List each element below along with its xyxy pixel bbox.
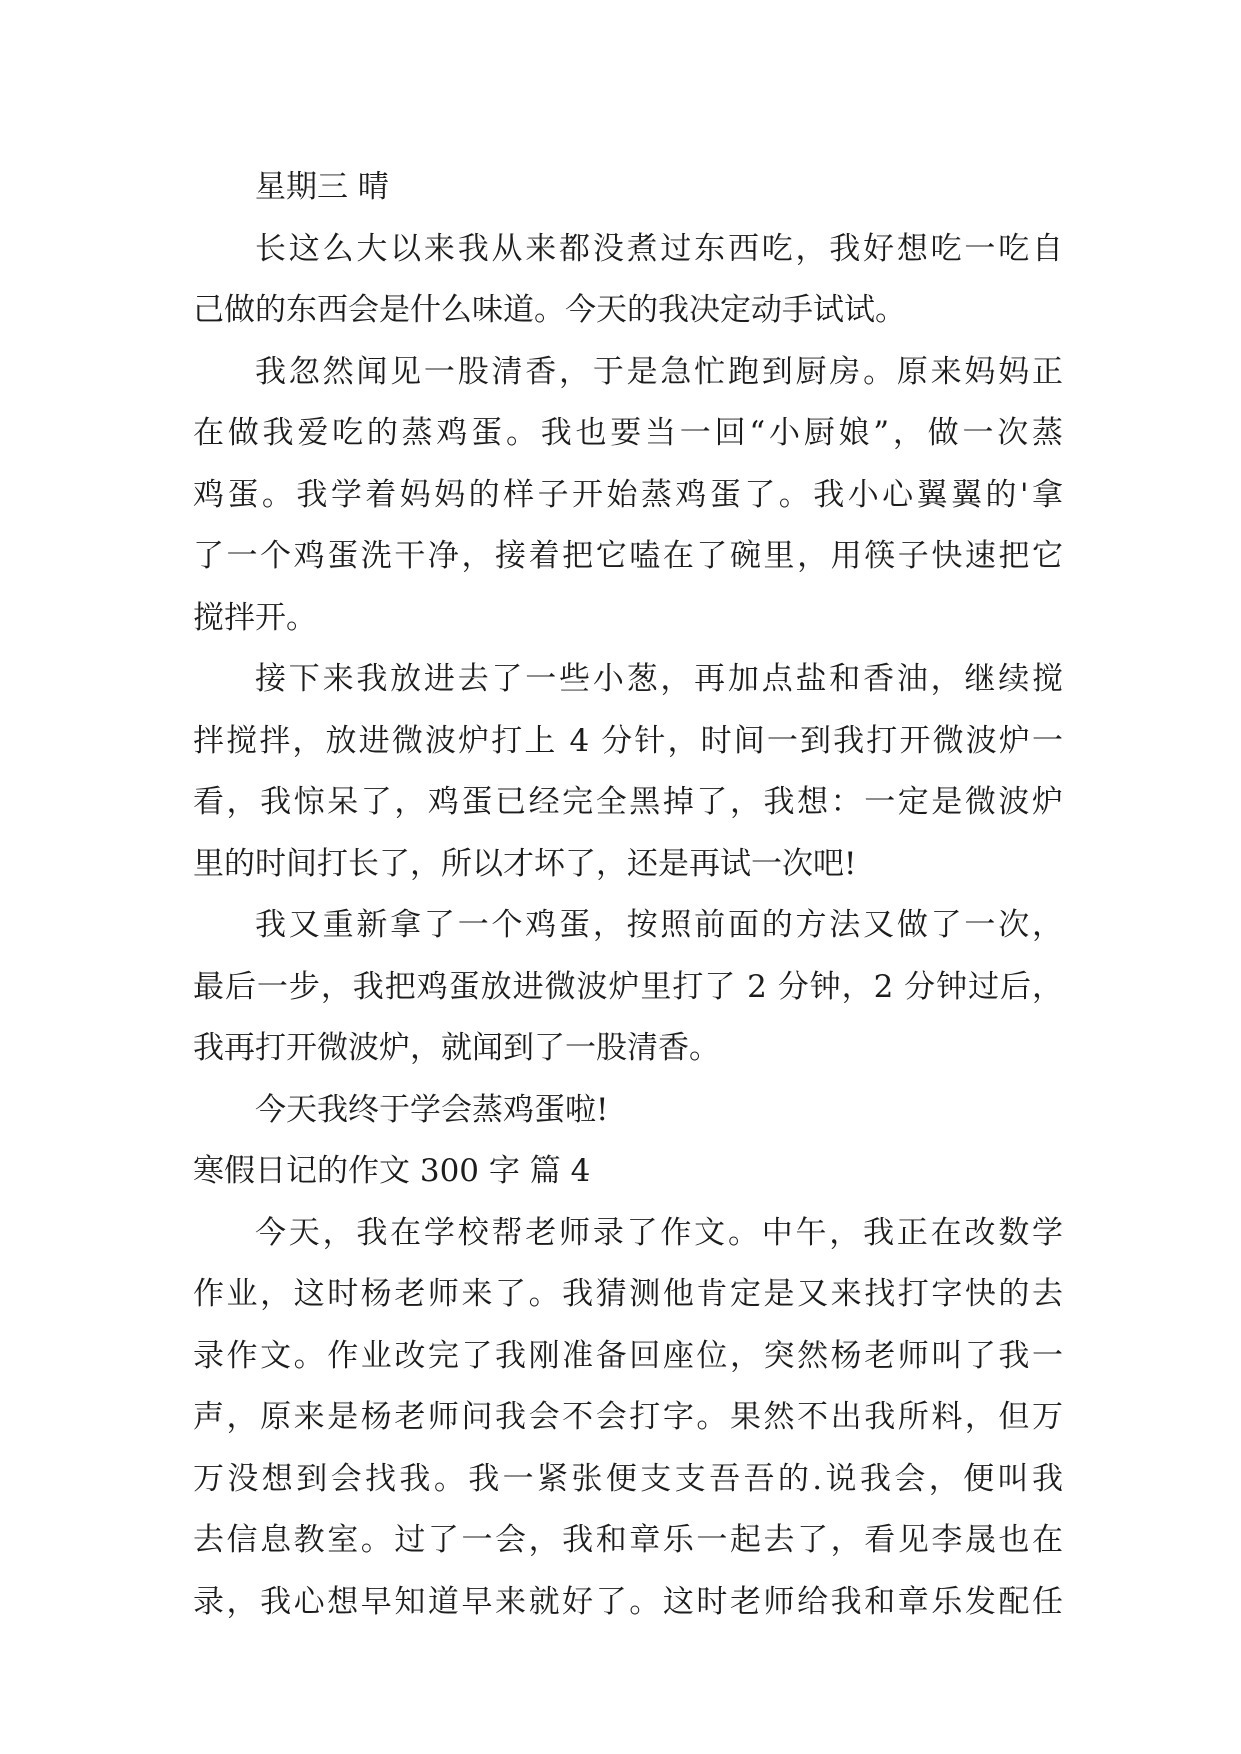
section-heading: 寒假日记的作文 300 字 篇 4	[193, 1153, 591, 1189]
paragraph-line: 声，原来是杨老师问我会不会打字。果然不出我所料，但万	[193, 1399, 1063, 1435]
paragraph-line: 我又重新拿了一个鸡蛋，按照前面的方法又做了一次，	[255, 907, 1063, 943]
paragraph-line: 里的时间打长了，所以才坏了，还是再试一次吧!	[193, 845, 857, 882]
paragraph-line: 我再打开微波炉，就闻到了一股清香。	[193, 1030, 720, 1066]
paragraph-line: 录，我心想早知道早来就好了。这时老师给我和章乐发配任	[193, 1583, 1063, 1620]
paragraph-line: 看，我惊呆了，鸡蛋已经完全黑掉了，我想：一定是微波炉	[193, 784, 1063, 820]
paragraph-line: 在做我爱吃的蒸鸡蛋。我也要当一回“小厨娘”，做一次蒸	[193, 415, 1063, 451]
paragraph-line: 鸡蛋。我学着妈妈的样子开始蒸鸡蛋了。我小心翼翼的'拿	[193, 476, 1063, 513]
paragraph-line: 己做的东西会是什么味道。今天的我决定动手试试。	[193, 292, 906, 328]
paragraph-line: 我忽然闻见一股清香，于是急忙跑到厨房。原来妈妈正	[255, 353, 1063, 390]
document-body	[193, 157, 1063, 1633]
paragraph-line: 录作文。作业改完了我刚准备回座位，突然杨老师叫了我一	[193, 1337, 1063, 1374]
paragraph-line: 去信息教室。过了一会，我和章乐一起去了，看见李晟也在	[193, 1522, 1063, 1558]
paragraph-line: 接下来我放进去了一些小葱，再加点盐和香油，继续搅	[255, 661, 1063, 697]
paragraph-line: 了一个鸡蛋洗干净，接着把它嗑在了碗里，用筷子快速把它	[193, 538, 1063, 574]
paragraph-line: 长这么大以来我从来都没煮过东西吃，我好想吃一吃自	[255, 230, 1063, 267]
paragraph-line: 万没想到会找我。我一紧张便支支吾吾的.说我会，便叫我	[193, 1460, 1063, 1497]
paragraph-line: 今天，我在学校帮老师录了作文。中午，我正在改数学	[255, 1214, 1063, 1251]
paragraph-line: 作业，这时杨老师来了。我猜测他肯定是又来找打字快的去	[193, 1276, 1063, 1312]
diary-date-line: 星期三 晴	[255, 169, 389, 205]
paragraph-line: 拌搅拌，放进微波炉打上 4 分针，时间一到我打开微波炉一	[193, 722, 1063, 759]
paragraph-line: 搅拌开。	[193, 599, 317, 636]
paragraph-line: 最后一步，我把鸡蛋放进微波炉里打了 2 分钟，2 分钟过后，	[193, 968, 1063, 1005]
paragraph-line: 今天我终于学会蒸鸡蛋啦!	[255, 1091, 609, 1128]
